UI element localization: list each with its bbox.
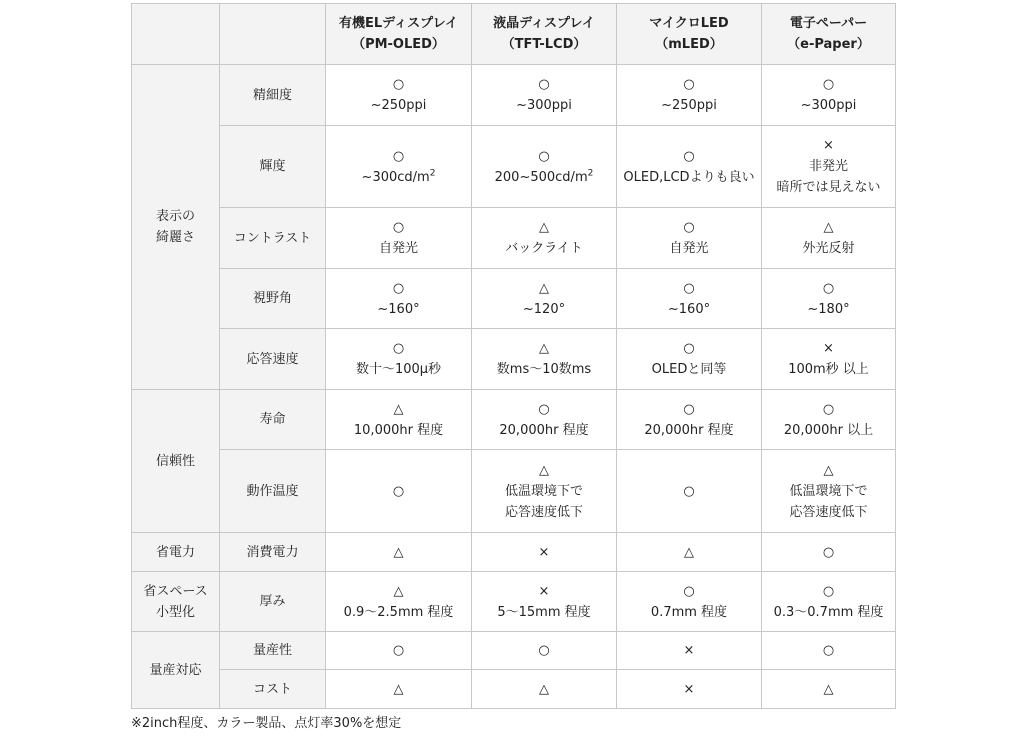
cell-cost-epaper: △ — [762, 670, 896, 709]
cell-viewing-angle-lcd: △ ~120° — [472, 269, 617, 329]
category-reliability: 信頼性 — [132, 390, 220, 533]
cell-viewing-angle-epaper: ○ ~180° — [762, 269, 896, 329]
cell-contrast-epaper: △ 外光反射 — [762, 208, 896, 269]
table-row-power-use — [132, 533, 896, 572]
item-label-response: 応答速度 — [220, 329, 326, 390]
cell-response-oled: ○ 数十〜100μ秒 — [326, 329, 472, 390]
header-empty-category — [132, 4, 220, 65]
cell-resolution-mled: ○ ~250ppi — [617, 65, 762, 126]
item-label-power-use: 消費電力 — [220, 533, 326, 572]
cell-cost-lcd: △ — [472, 670, 617, 709]
item-label-viewing-angle: 視野角 — [220, 269, 326, 329]
item-label-mass-production: 量産性 — [220, 632, 326, 670]
item-label-lifetime: 寿命 — [220, 390, 326, 450]
comparison-table — [131, 3, 896, 709]
cell-response-epaper: × 100m秒 以上 — [762, 329, 896, 390]
table-row-cost — [132, 670, 896, 709]
cell-resolution-lcd: ○ ~300ppi — [472, 65, 617, 126]
category-production: 量産対応 — [132, 632, 220, 709]
cell-lifetime-lcd: ○ 20,000hr 程度 — [472, 390, 617, 450]
cell-brightness-mled: ○ OLED,LCDよりも良い — [617, 126, 762, 208]
cell-temperature-mled: ○ — [617, 450, 762, 533]
table-row-brightness — [132, 126, 896, 208]
cell-power-use-oled: △ — [326, 533, 472, 572]
cell-power-use-epaper: ○ — [762, 533, 896, 572]
cell-contrast-lcd: △ バックライト — [472, 208, 617, 269]
cell-thickness-oled: △ 0.9〜2.5mm 程度 — [326, 572, 472, 632]
cell-temperature-lcd: △ 低温環境下で 応答速度低下 — [472, 450, 617, 533]
item-label-thickness: 厚み — [220, 572, 326, 632]
cell-temperature-epaper: △ 低温環境下で 応答速度低下 — [762, 450, 896, 533]
footnote: ※2inch程度、カラー製品、点灯率30%を想定 — [131, 716, 402, 731]
header-oled: 有機ELディスプレイ （PM-OLED） — [326, 4, 472, 65]
table-row-temperature — [132, 450, 896, 533]
table-row-lifetime — [132, 390, 896, 450]
table-row-mass-production — [132, 632, 896, 670]
header-epaper: 電子ペーパー （e-Paper） — [762, 4, 896, 65]
cell-resolution-oled: ○ ~250ppi — [326, 65, 472, 126]
category-space: 省スペース 小型化 — [132, 572, 220, 632]
cell-contrast-oled: ○ 自発光 — [326, 208, 472, 269]
category-display: 表示の 綺麗さ — [132, 65, 220, 390]
cell-resolution-epaper: ○ ~300ppi — [762, 65, 896, 126]
table-row-contrast — [132, 208, 896, 269]
table-row-viewing-angle — [132, 269, 896, 329]
item-label-contrast: コントラスト — [220, 208, 326, 269]
cell-brightness-epaper: × 非発光 暗所では見えない — [762, 126, 896, 208]
header-lcd: 液晶ディスプレイ （TFT-LCD） — [472, 4, 617, 65]
table-row-resolution — [132, 65, 896, 126]
item-label-resolution: 精細度 — [220, 65, 326, 126]
header-empty-item — [220, 4, 326, 65]
cell-thickness-lcd: × 5〜15mm 程度 — [472, 572, 617, 632]
cell-response-lcd: △ 数ms〜10数ms — [472, 329, 617, 390]
cell-viewing-angle-oled: ○ ~160° — [326, 269, 472, 329]
cell-mass-production-epaper: ○ — [762, 632, 896, 670]
cell-lifetime-epaper: ○ 20,000hr 以上 — [762, 390, 896, 450]
header-mled: マイクロLED （mLED） — [617, 4, 762, 65]
cell-thickness-epaper: ○ 0.3〜0.7mm 程度 — [762, 572, 896, 632]
item-label-cost: コスト — [220, 670, 326, 709]
cell-contrast-mled: ○ 自発光 — [617, 208, 762, 269]
cell-mass-production-oled: ○ — [326, 632, 472, 670]
table-row-thickness — [132, 572, 896, 632]
cell-cost-oled: △ — [326, 670, 472, 709]
cell-power-use-lcd: × — [472, 533, 617, 572]
cell-temperature-oled: ○ — [326, 450, 472, 533]
cell-brightness-lcd: ○ $200\sim 500cd/m^2$ — [472, 126, 617, 208]
cell-mass-production-mled: × — [617, 632, 762, 670]
table-header-row — [132, 4, 896, 65]
cell-mass-production-lcd: ○ — [472, 632, 617, 670]
cell-lifetime-mled: ○ 20,000hr 程度 — [617, 390, 762, 450]
cell-brightness-oled: ○ $\sim 300cd/m^2$ — [326, 126, 472, 208]
cell-power-use-mled: △ — [617, 533, 762, 572]
category-power: 省電力 — [132, 533, 220, 572]
item-label-temperature: 動作温度 — [220, 450, 326, 533]
cell-response-mled: ○ OLEDと同等 — [617, 329, 762, 390]
cell-lifetime-oled: △ 10,000hr 程度 — [326, 390, 472, 450]
table-row-response — [132, 329, 896, 390]
cell-viewing-angle-mled: ○ ~160° — [617, 269, 762, 329]
cell-thickness-mled: ○ 0.7mm 程度 — [617, 572, 762, 632]
item-label-brightness: 輝度 — [220, 126, 326, 208]
cell-cost-mled: × — [617, 670, 762, 709]
